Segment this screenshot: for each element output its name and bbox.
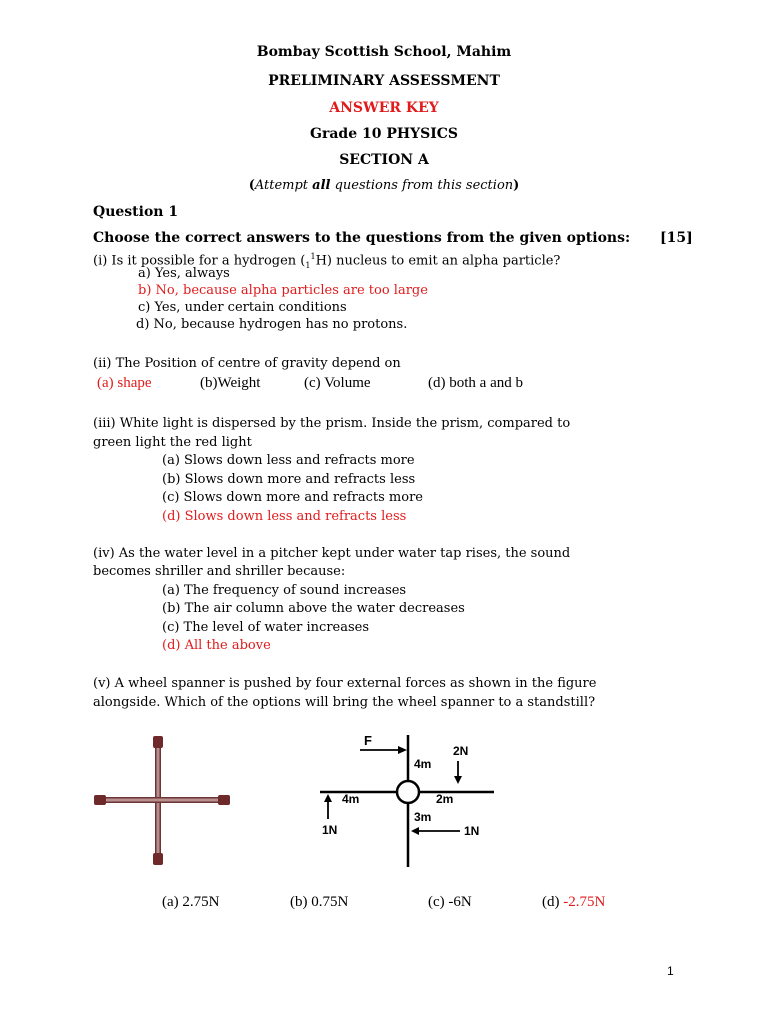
label-bottom-1n: 1N (464, 824, 480, 838)
answer-key-title: ANSWER KEY (329, 100, 439, 116)
q3-stem-line1: (iii) White light is dispersed by the prism. Inside the prism, compared to (93, 416, 571, 431)
q4-stem-line1: (iv) As the water level in a pitcher kept under water tap rises, the sound (93, 546, 571, 561)
q5-stem-line1: (v) A wheel spanner is pushed by four external forces as shown in the figure (93, 676, 597, 691)
q1-superscript: 1 (310, 252, 316, 261)
force-diagram (318, 733, 502, 873)
grade-title: Grade 10 PHYSICS (310, 126, 458, 142)
page-number: 1 (667, 964, 674, 978)
question-marks: [15] (660, 230, 693, 246)
section-title: SECTION A (339, 152, 429, 168)
assessment-title: PRELIMINARY ASSESSMENT (268, 73, 500, 89)
q1-option-c: c) Yes, under certain conditions (138, 300, 347, 315)
q3-option-c: (c) Slows down more and refracts more (162, 490, 423, 505)
q2-option-a: (a) shape (97, 375, 152, 391)
label-f: F (364, 733, 372, 748)
q3-option-a: (a) Slows down less and refracts more (162, 453, 415, 468)
q2-option-b: (b)Weight (200, 375, 261, 391)
q5-option-d (542, 893, 605, 911)
q5-option-c: (c) -6N (428, 894, 472, 910)
q1-stem-pre: (i) Is it possible for a hydrogen ( (93, 253, 306, 269)
label-right-2m: 2m (436, 792, 454, 806)
instruction-close-paren: ) (513, 178, 520, 193)
q5-option-b: (b) 0.75N (290, 894, 349, 910)
q1-option-b: b) No, because alpha particles are too large (138, 283, 428, 298)
q5-option-d-label: (d) (542, 894, 564, 910)
question-prompt: Choose the correct answers to the questions from the given options: (93, 230, 631, 246)
q4-stem-line2: becomes shriller and shriller because: (93, 564, 346, 579)
q4-option-c: (c) The level of water increases (162, 620, 370, 635)
label-bottom-3m: 3m (414, 810, 432, 824)
label-2n: 2N (453, 744, 469, 758)
question-title: Question 1 (93, 204, 179, 220)
label-left-4m: 4m (342, 792, 360, 806)
instruction-open-paren: ( (248, 178, 255, 193)
q4-option-b: (b) The air column above the water decreases (162, 601, 465, 616)
q2-stem: (ii) The Position of centre of gravity depend on (93, 356, 401, 371)
q3-option-d: (d) Slows down less and refracts less (162, 509, 407, 524)
q2-option-c: (c) Volume (304, 375, 371, 391)
q1-option-a: a) Yes, always (138, 266, 230, 281)
q4-option-a: (a) The frequency of sound increases (162, 583, 407, 598)
q5-stem-line2: alongside. Which of the options will bring the wheel spanner to a standstill? (93, 695, 596, 710)
q2-option-d: (d) both a and b (428, 375, 523, 391)
label-left-1n: 1N (322, 823, 338, 837)
q3-stem-line2: green light the red light (93, 435, 252, 450)
q4-option-d: (d) All the above (162, 638, 271, 653)
q3-option-b: (b) Slows down more and refracts less (162, 472, 416, 487)
instruction-post: questions from this section (330, 178, 514, 193)
q1-subscript: 1 (305, 260, 311, 270)
school-name: Bombay Scottish School, Mahim (256, 44, 512, 60)
section-instruction (0, 177, 768, 195)
instruction-pre: Attempt (254, 178, 313, 193)
q1-option-d: d) No, because hydrogen has no protons. (136, 317, 408, 332)
q5-option-a: (a) 2.75N (162, 894, 220, 910)
q1-stem-post: H) nucleus to emit an alpha particle? (315, 253, 561, 269)
label-top-4m: 4m (414, 757, 432, 771)
q5-option-d-value: -2.75N (563, 894, 606, 910)
instruction-bold: all (312, 178, 331, 193)
wheel-spanner-image (93, 733, 233, 869)
